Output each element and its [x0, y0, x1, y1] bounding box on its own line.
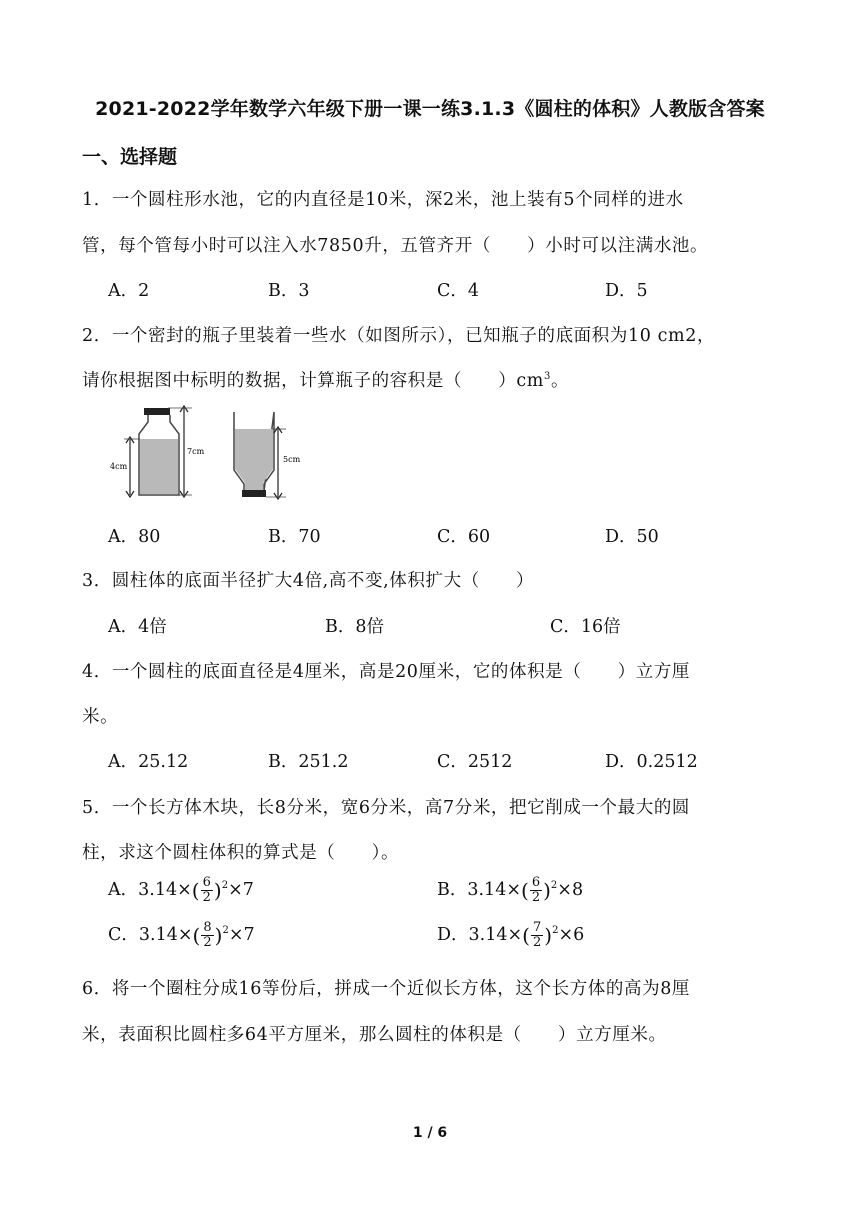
q3-option-b: B．8倍	[325, 617, 384, 637]
q5-option-b: B．3.14×( $\frac{6}{2}$ )$^2$×8	[437, 875, 584, 905]
label-5cm: 5cm	[283, 455, 301, 464]
q4-option-a: A．25.12	[108, 752, 189, 772]
q5-option-c: C．3.14×( $\frac{8}{2}$ )$^2$×7	[108, 920, 255, 950]
inverted-bottle	[234, 412, 301, 499]
bottle-figure	[106, 404, 306, 504]
q3-line-1: 3．圆柱体的底面半径扩大4倍,高不变,体积扩大（ ）	[82, 571, 535, 591]
q5-line-2: 柱，求这个圆柱体积的算式是（ ）。	[82, 843, 400, 863]
q1-option-a: A．2	[108, 281, 150, 301]
q3-option-c: C．16倍	[550, 617, 621, 637]
label-7cm: 7cm	[187, 447, 205, 456]
q2-option-a: A．80	[108, 527, 161, 547]
q1-option-b: B．3	[268, 281, 310, 301]
q2-option-d: D．50	[605, 527, 659, 547]
q4-option-d: D．0.2512	[605, 752, 698, 772]
q4-option-b: B．251.2	[268, 752, 349, 772]
upright-bottle	[110, 406, 205, 497]
q5-line-1: 5．一个长方体木块，长8分米，宽6分米，高7分米，把它削成一个最大的圆	[82, 798, 691, 818]
q2-line-1: 2．一个密封的瓶子里装着一些水（如图所示），已知瓶子的底面积为10 cm2，	[82, 326, 716, 346]
q1-line-1: 1．一个圆柱形水池，它的内直径是10米，深2米，池上装有5个同样的进水	[82, 190, 684, 210]
q2-option-c: C．60	[437, 527, 491, 547]
label-4cm: 4cm	[110, 462, 128, 471]
q2-line-2: 请你根据图中标明的数据，计算瓶子的容积是（ ）$cm^3$。	[82, 371, 570, 391]
q1-line-2: 管，每个管每小时可以注入水7850升，五管齐开（ ）小时可以注满水池。	[82, 236, 709, 256]
section-heading: 一、选择题	[82, 146, 178, 168]
q5-option-a: A．3.14×( $\frac{6}{2}$ )$^2$×7	[108, 875, 254, 905]
document-title: 2021-2022学年数学六年级下册一课一练3.1.3《圆柱的体积》人教版含答案	[95, 98, 765, 120]
q6-line-2: 米，表面积比圆柱多64平方厘米，那么圆柱的体积是（ ）立方厘米。	[82, 1025, 667, 1045]
q1-option-c: C．4	[437, 281, 480, 301]
q4-line-1: 4．一个圆柱的底面直径是4厘米，高是20厘米，它的体积是（ ）立方厘	[82, 662, 691, 682]
q6-line-1: 6．将一个圈柱分成16等份后，拼成一个近似长方体，这个长方体的高为8厘	[82, 979, 691, 999]
q5-option-d: D．3.14×( $\frac{7}{2}$ )$^2$×6	[437, 920, 585, 950]
q2-option-b: B．70	[268, 527, 321, 547]
q4-option-c: C．2512	[437, 752, 513, 772]
q3-option-a: A．4倍	[108, 617, 167, 637]
page-number: 1 / 6	[412, 1125, 448, 1141]
q4-line-2: 米。	[82, 707, 119, 727]
q1-option-d: D．5	[605, 281, 648, 301]
